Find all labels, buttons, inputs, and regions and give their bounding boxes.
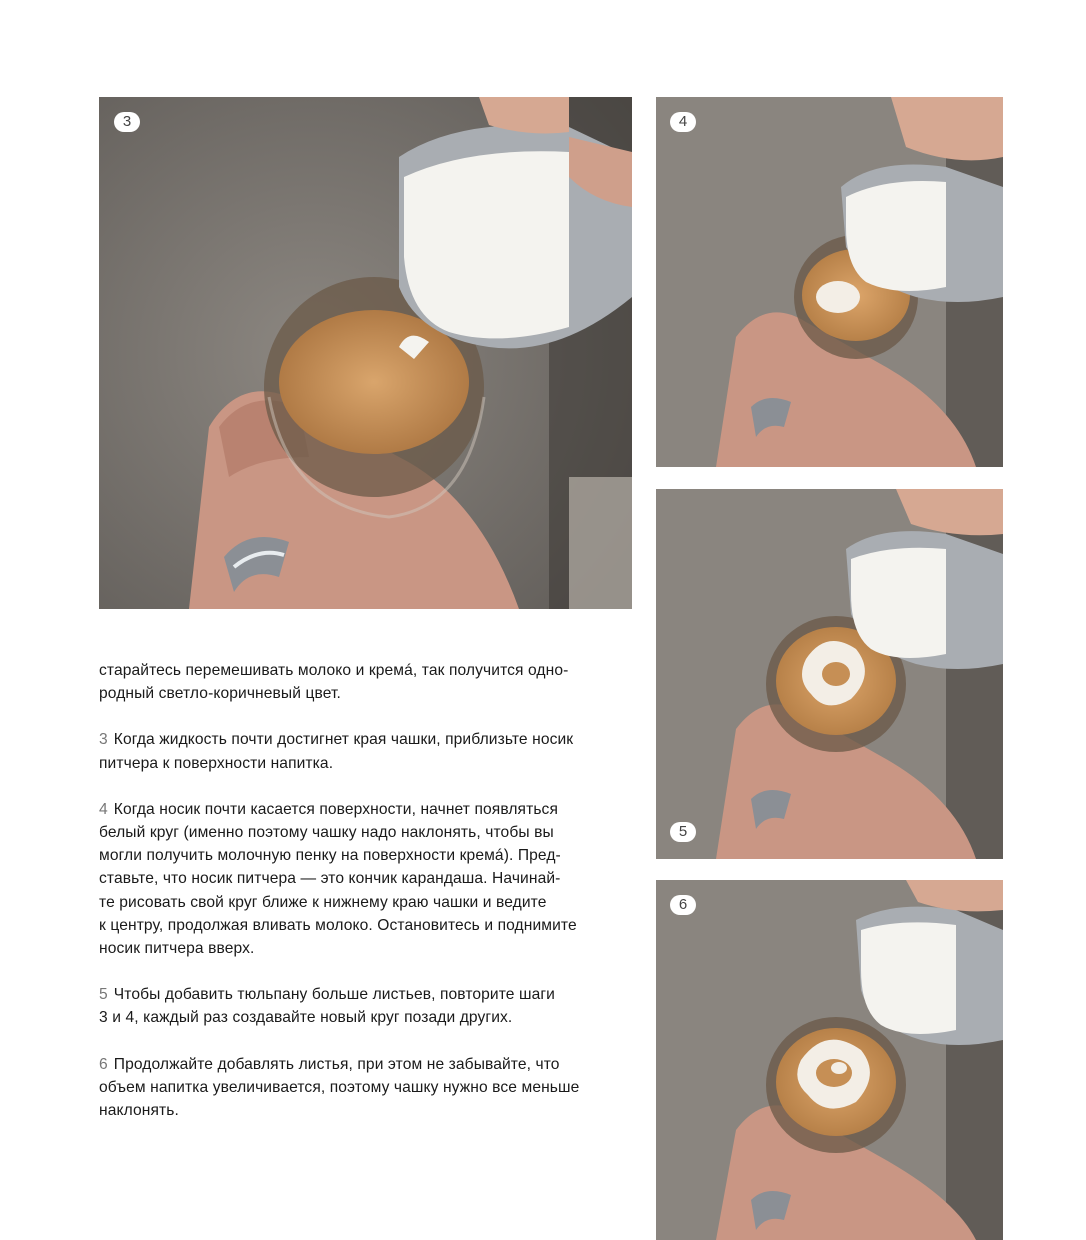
latte-pour-illustration: [99, 97, 632, 609]
text-line: старайтесь перемешивать молоко и кремá, так получится одно-: [99, 662, 569, 679]
latte-pour-illustration: [656, 97, 1003, 467]
latte-pour-illustration: [656, 880, 1003, 1240]
text-line: наклонять.: [99, 1102, 179, 1120]
step-badge: 6: [670, 895, 696, 915]
step-5-paragraph: [99, 983, 639, 1029]
text-line: белый круг (именно поэтому чашку надо наклонять, чтобы вы: [99, 824, 554, 842]
text-line: Продолжайте добавлять листья, при этом не забывайте, что: [113, 1055, 560, 1073]
text-line: те рисовать свой круг ближе к нижнему краю чашки и ведите: [99, 893, 547, 911]
text-line: родный светло-коричневый цвет.: [99, 685, 341, 703]
photo-step-3: [99, 97, 632, 609]
instructions-text: [99, 659, 639, 1145]
step-number: 5: [99, 986, 108, 1004]
step-badge: 3: [114, 112, 140, 132]
text-line: к центру, продолжая вливать молоко. Остановитесь и поднимите: [99, 916, 577, 934]
photo-step-5: [656, 489, 1003, 859]
step-4-paragraph: [99, 798, 639, 960]
photo-step-4: [656, 97, 1003, 467]
step-6-paragraph: [99, 1053, 639, 1123]
text-line: объем напитка увеличивается, поэтому чашку нужно все меньше: [99, 1078, 580, 1096]
text-line: ставьте, что носик питчера — это кончик карандаша. Начинай-: [99, 870, 561, 888]
latte-pour-illustration: [656, 489, 1003, 859]
text-line: Когда жидкость почти достигнет края чашки, приблизьте носик: [113, 731, 574, 749]
text-line: питчера к поверхности напитка.: [99, 754, 334, 772]
text-line: 3 и 4, каждый раз создавайте новый круг позади других.: [99, 1009, 513, 1027]
step-badge: 5: [670, 822, 696, 842]
text-line: Чтобы добавить тюльпану больше листьев, повторите шаги: [113, 986, 555, 1004]
photo-step-6: [656, 880, 1003, 1240]
step-number: 4: [99, 800, 108, 818]
text-line: Когда носик почти касается поверхности, начнет появляться: [113, 800, 558, 818]
step-number: 3: [99, 731, 108, 749]
step-number: 6: [99, 1055, 108, 1073]
text-line: носик питчера вверх.: [99, 940, 255, 958]
step-badge: 4: [670, 112, 696, 132]
intro-paragraph: [99, 659, 639, 705]
text-line: могли получить молочную пенку на поверхности кремá). Пред-: [99, 847, 561, 865]
step-3-paragraph: [99, 728, 639, 774]
